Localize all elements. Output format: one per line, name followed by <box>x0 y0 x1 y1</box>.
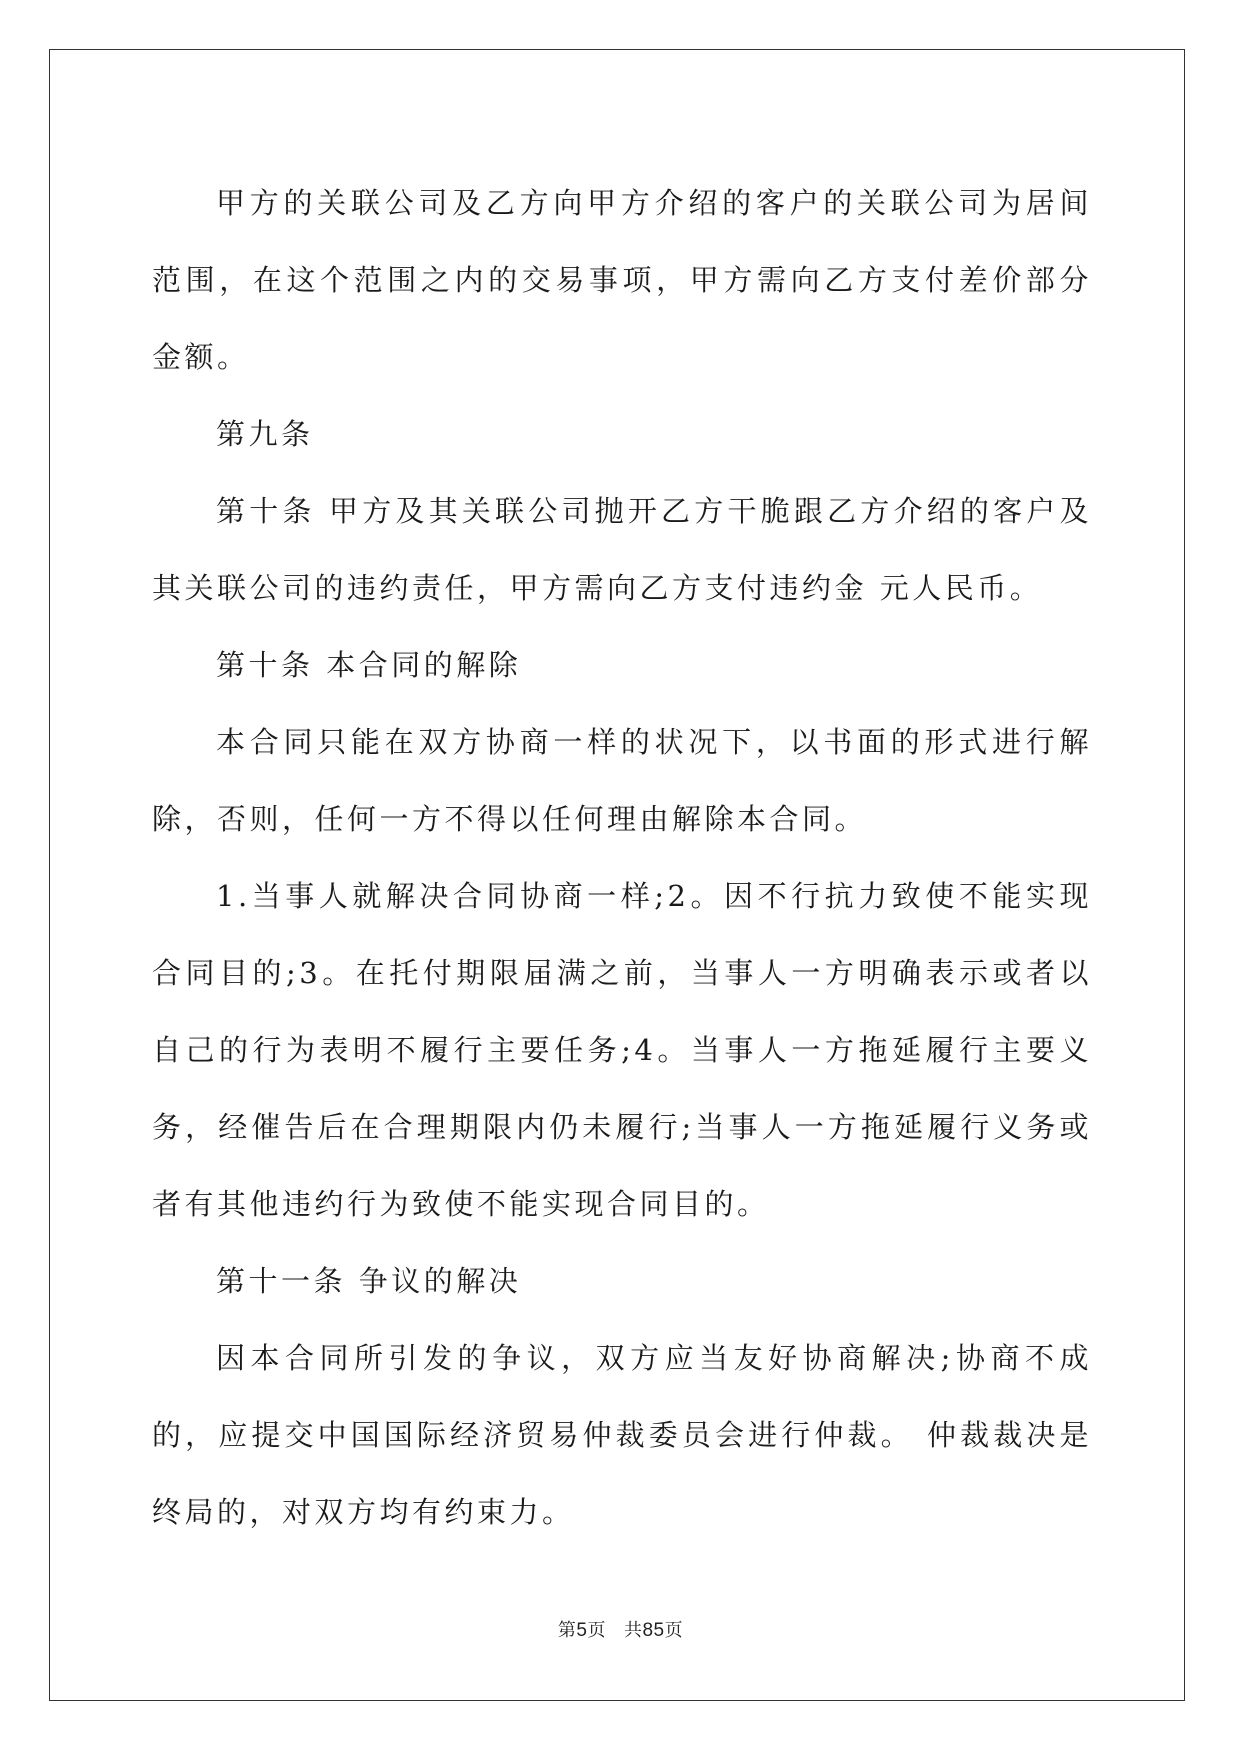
total-suffix: 页 <box>664 1620 684 1641</box>
total-prefix: 共 <box>623 1620 643 1641</box>
article-10-termination-heading: 第十条 本合同的解除 <box>216 648 522 682</box>
page-total-number: 85 <box>642 1620 665 1641</box>
article-9-heading: 第九条 <box>216 417 314 451</box>
page-current-number: 5 <box>576 1620 588 1641</box>
paragraph-termination-conditions: 1.当事人就解决合同协商一样;2。因不行抗力致使不能实现合同目的;3。在托付期限届满之前，当事人一方明确表示或者以自己的行为表明不履行主要任务;4。当事人一方拖延履行主要义务，经催告后在合理期限内仍未履行;当事人一方拖延履行义务或者有其他违约行为致使不能实现合同目的。 <box>152 879 1092 1221</box>
page-prefix: 第 <box>557 1620 577 1641</box>
page-suffix: 页 <box>587 1620 606 1641</box>
page-footer <box>0 1616 1241 1642</box>
document-body <box>152 165 1092 1551</box>
paragraph-termination-terms: 本合同只能在双方协商一样的状况下，以书面的形式进行解除，否则，任何一方不得以任何理由解除本合同。 <box>152 725 1092 836</box>
article-11-dispute-heading: 第十一条 争议的解决 <box>216 1264 522 1298</box>
paragraph-article-10-breach: 第十条 甲方及其关联公司抛开乙方干脆跟乙方介绍的客户及其关联公司的违约责任，甲方需向乙方支付违约金 元人民币。 <box>152 494 1092 605</box>
paragraph-related-companies: 甲方的关联公司及乙方向甲方介绍的客户的关联公司为居间范围，在这个范围之内的交易事项，甲方需向乙方支付差价部分金额。 <box>152 186 1092 374</box>
paragraph-dispute-resolution: 因本合同所引发的争议，双方应当友好协商解决;协商不成的，应提交中国国际经济贸易仲裁委员会进行仲裁。 仲裁裁决是终局的，对双方均有约束力。 <box>152 1341 1092 1529</box>
